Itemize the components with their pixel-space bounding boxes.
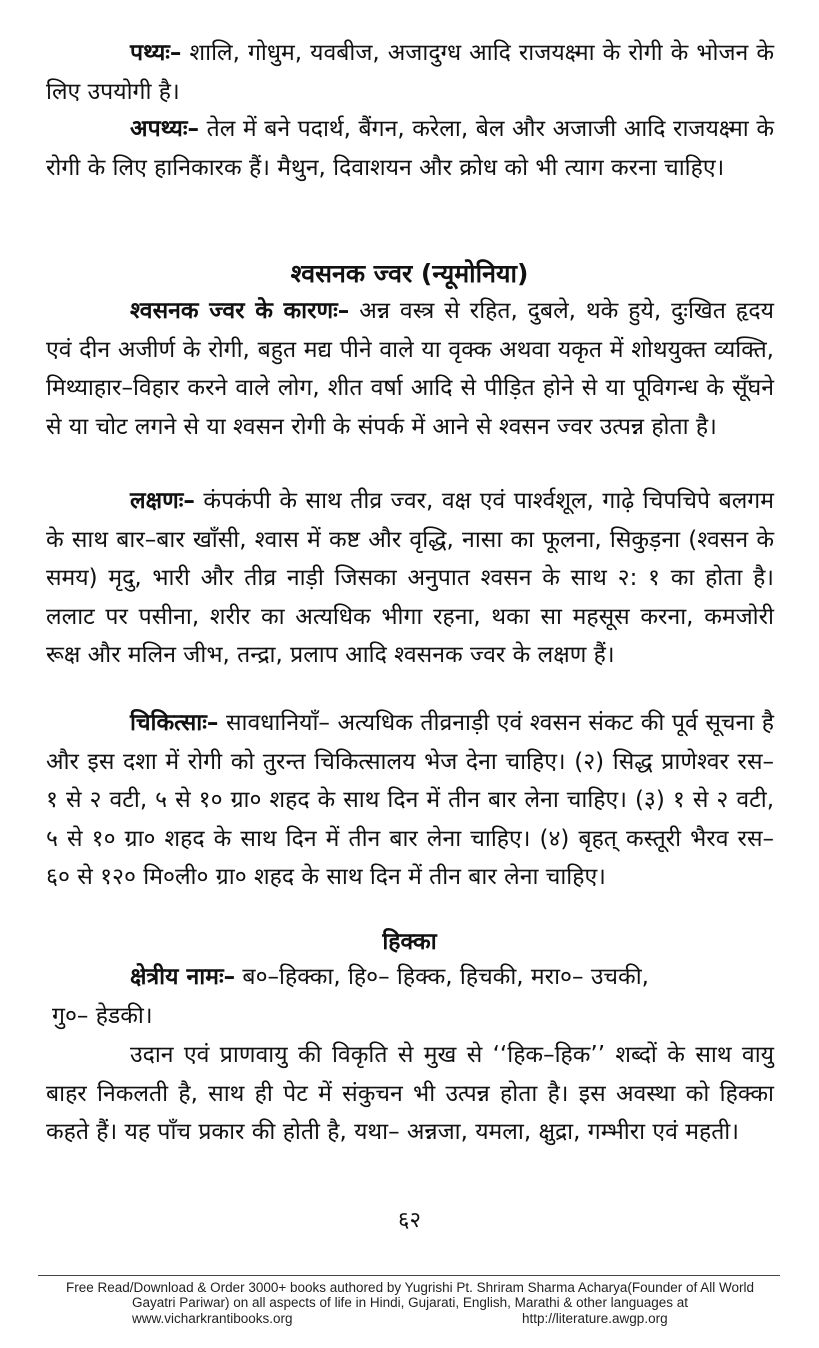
- paragraph-regional-names: [46, 958, 774, 997]
- causes-text: अन्न वस्त्र से रहित, दुबले, थके हुये, दुःखित हृदय एवं दीन अजीर्ण के रोगी, बहुत मद्य पीने वाले या वृक्क अथवा यकृत में शोथयुक्त व्यक्ति, मिथ्याहार–विहार करने वाले लोग, शीत वर्षा आदि से पीड़ित होने से या पूविगन्ध के सूँघने से या चोट लगने से या श्वसन रोगी के संपर्क में आने से श्वसन ज्वर उत्पन्न होता है।: [46, 298, 774, 440]
- hikka-heading: हिक्का: [382, 929, 437, 955]
- regional-names-lead: क्षेत्रीय नामः–: [130, 964, 236, 990]
- footer-link-literature[interactable]: http://literature.awgp.org: [522, 1311, 668, 1326]
- page-number: ६२: [398, 1208, 421, 1233]
- paragraph-pathya: [46, 34, 774, 111]
- footer-divider: [38, 1275, 780, 1276]
- symptoms-text: कंपकंपी के साथ तीव्र ज्वर, वक्ष एवं पार्श्वशूल, गाढ़े चिपचिपे बलगम के साथ बार–बार खाँसी, श्वास में कष्ट और वृद्धि, नासा का फूलना, सिकुड़ना (श्वसन के समय) मृदु, भारी और तीव्र नाड़ी जिसका अनुपात श्वसन के साथ २: १ का होता है। ललाट पर पसीना, शरीर का अत्यधिक भीगा रहना, थका सा महसूस करना, कमजोरी रूक्ष और मलिन जीभ, तन्द्रा, प्रलाप आदि श्वसनक ज्वर के लक्षण हैं।: [46, 488, 774, 668]
- paragraph-treatment: [46, 704, 774, 897]
- paragraph-symptoms: [46, 482, 774, 675]
- paragraph-hikka-desc: उदान एवं प्राणवायु की विकृति से मुख से ‘‘हिक–हिक’’ शब्दों के साथ वायु बाहर निकलती है, साथ ही पेट में संकुचन भी उत्पन्न होता है। इस अवस्था को हिक्का कहते हैं। यह पाँच प्रकार की होती है, यथा– अन्नजा, यमला, क्षुद्रा, गम्भीरा एवं महती।: [46, 1042, 774, 1145]
- paragraph-causes: [46, 292, 774, 446]
- regional-names-text: ब०–हिक्का, हि०– हिक्क, हिचकी, मरा०– उचकी,: [235, 964, 649, 990]
- causes-lead: श्वसनक ज्वर के कारणः–: [130, 298, 350, 324]
- treatment-text: सावधानियाँ– अत्यधिक तीव्रनाड़ी एवं श्वसन संकट की पूर्व सूचना है और इस दशा में रोगी को तुरन्त चिकित्सालय भेज देना चाहिए। (२) सिद्ध प्राणेश्वर रस– १ से २ वटी, ५ से १० ग्रा० शहद के साथ दिन में तीन बार लेना चाहिए। (३) १ से २ वटी, ५ से १० ग्रा० शहद के साथ दिन में तीन बार लेना चाहिए। (४) बृहत् कस्तूरी भैरव रस– ६० से १२० मि०ली० ग्रा० शहद के साथ दिन में तीन बार लेना चाहिए।: [46, 710, 774, 890]
- apathya-lead: अपथ्यः–: [130, 116, 199, 142]
- footer-link-vicharkranti[interactable]: www.vicharkrantibooks.org: [132, 1311, 293, 1326]
- footer-text: Free Read/Download & Order 3000+ books authored by Yugrishi Pt. Shriram Sharma Acharya(Founder of All World Gayatri Pariwar) on all aspects of life in Hindi, Gujarati, English, Marathi & other languages at: [66, 1280, 754, 1310]
- pathya-text: शालि, गोधुम, यवबीज, अजादुग्ध आदि राजयक्ष्मा के रोगी के भोजन के लिए उपयोगी है।: [46, 40, 774, 105]
- paragraph-apathya: [46, 110, 774, 187]
- symptoms-lead: लक्षणः–: [130, 488, 195, 514]
- pneumonia-heading: श्वसनक ज्वर (न्यूमोनिया): [290, 259, 529, 288]
- regional-names-line2: गु०– हेडकी।: [52, 1003, 153, 1029]
- apathya-text: तेल में बने पदार्थ, बैंगन, करेला, बेल और अजाजी आदि राजयक्ष्मा के रोगी के लिए हानिकारक हैं। मैथुन, दिवाशयन और क्रोध को भी त्याग करना चाहिए।: [46, 116, 774, 181]
- treatment-lead: चिकित्साः–: [130, 710, 219, 736]
- pathya-lead: पथ्यः–: [130, 40, 182, 66]
